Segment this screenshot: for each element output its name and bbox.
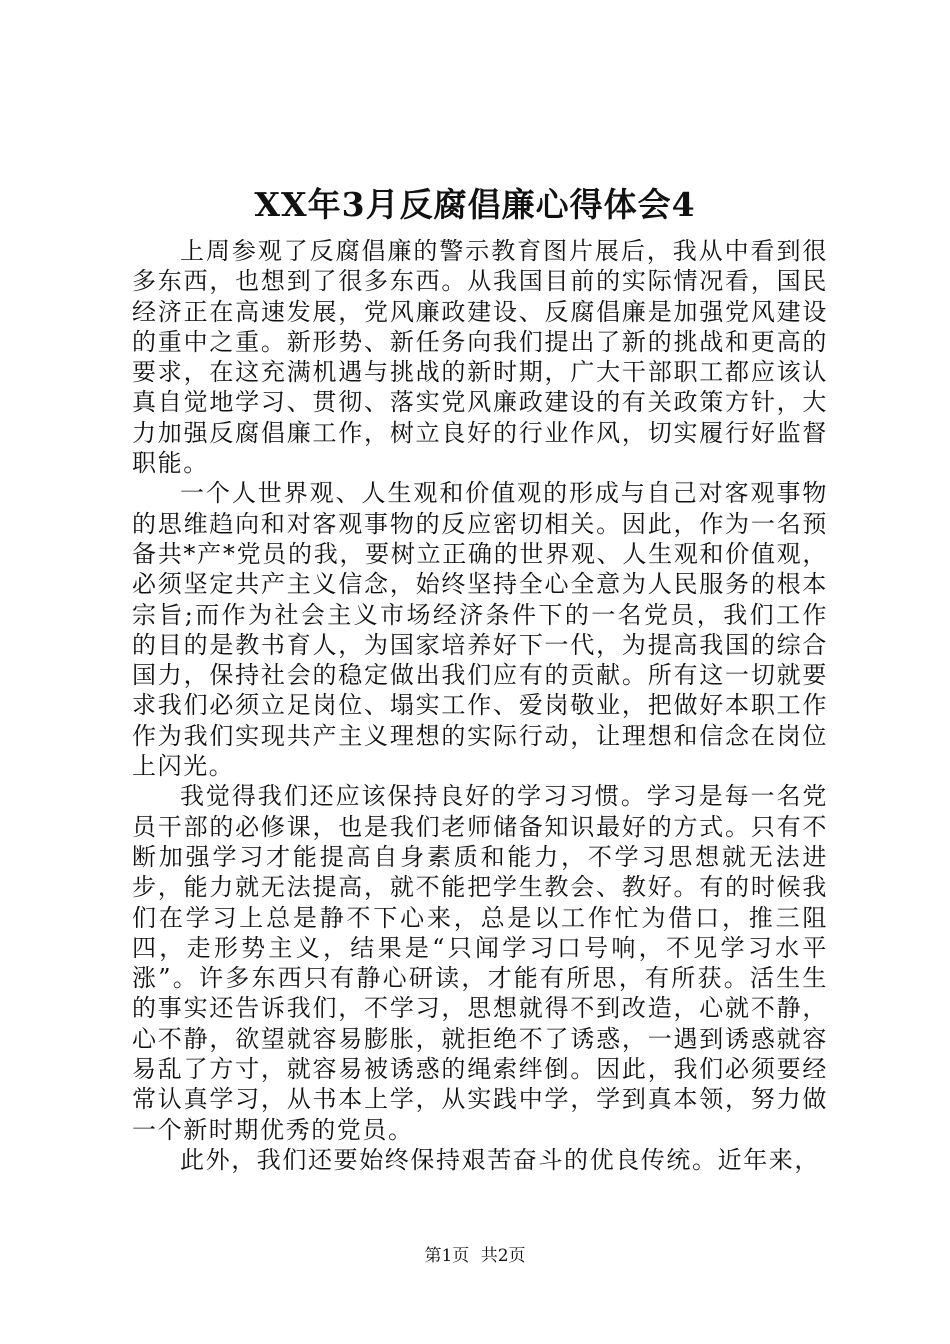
page-footer (0, 1244, 950, 1268)
paragraph-3: 我觉得我们还应该保持良好的学习习惯。学习是每一名党员干部的必修课，也是我们老师储备知识最好的方式。只有不断加强学习才能提高自身素质和能力，不学习思想就无法进步，能力就无法提高，就不能把学生教会、教好。有的时候我们在学习上总是静不下心来，总是以工作忙为借口，推三阻四，走形势主义，结果是“只闻学习口号响，不见学习水平涨”。许多东西只有静心研读，才能有所思，有所获。活生生的事实还告诉我们，不学习，思想就得不到改造，心就不静，心不静，欲望就容易膨胀，就拒绝不了诱惑，一遇到诱惑就容易乱了方寸，就容易被诱惑的绳索绊倒。因此，我们必须要经常认真学习，从书本上学，从实践中学，学到真本领，努力做一个新时期优秀的党员。 (132, 782, 828, 1144)
paragraph-4: 此外，我们还要始终保持艰苦奋斗的优良传统。近年来， (180, 1145, 820, 1174)
document-body (132, 236, 828, 1175)
document-title: XX年3月反腐倡廉心得体会4 (254, 185, 696, 224)
page-number: 第1页 (424, 1246, 470, 1266)
page-total: 共2页 (480, 1246, 526, 1266)
paragraph-2: 一个人世界观、人生观和价值观的形成与自己对客观事物的思维趋向和对客观事物的反应密切相关。因此，作为一名预备共*产*党员的我，要树立正确的世界观、人生观和价值观，必须坚定共产主义信念，始终坚持全心全意为人民服务的根本宗旨;而作为社会主义市场经济条件下的一名党员，我们工作的目的是教书育人，为国家培养好下一代，为提高我国的综合国力，保持社会的稳定做出我们应有的贡献。所有这一切就要求我们必须立足岗位、塌实工作、爱岗敬业，把做好本职工作作为我们实现共产主义理想的实际行动，让理想和信念在岗位上闪光。 (132, 479, 828, 781)
paragraph-1: 上周参观了反腐倡廉的警示教育图片展后，我从中看到很多东西，也想到了很多东西。从我国目前的实际情况看，国民经济正在高速发展，党风廉政建设、反腐倡廉是加强党风建设的重中之重。新形势、新任务向我们提出了新的挑战和更高的要求，在这充满机遇与挑战的新时期，广大干部职工都应该认真自觉地学习、贯彻、落实党风廉政建设的有关政策方针，大力加强反腐倡廉工作，树立良好的行业作风，切实履行好监督职能。 (132, 237, 828, 478)
